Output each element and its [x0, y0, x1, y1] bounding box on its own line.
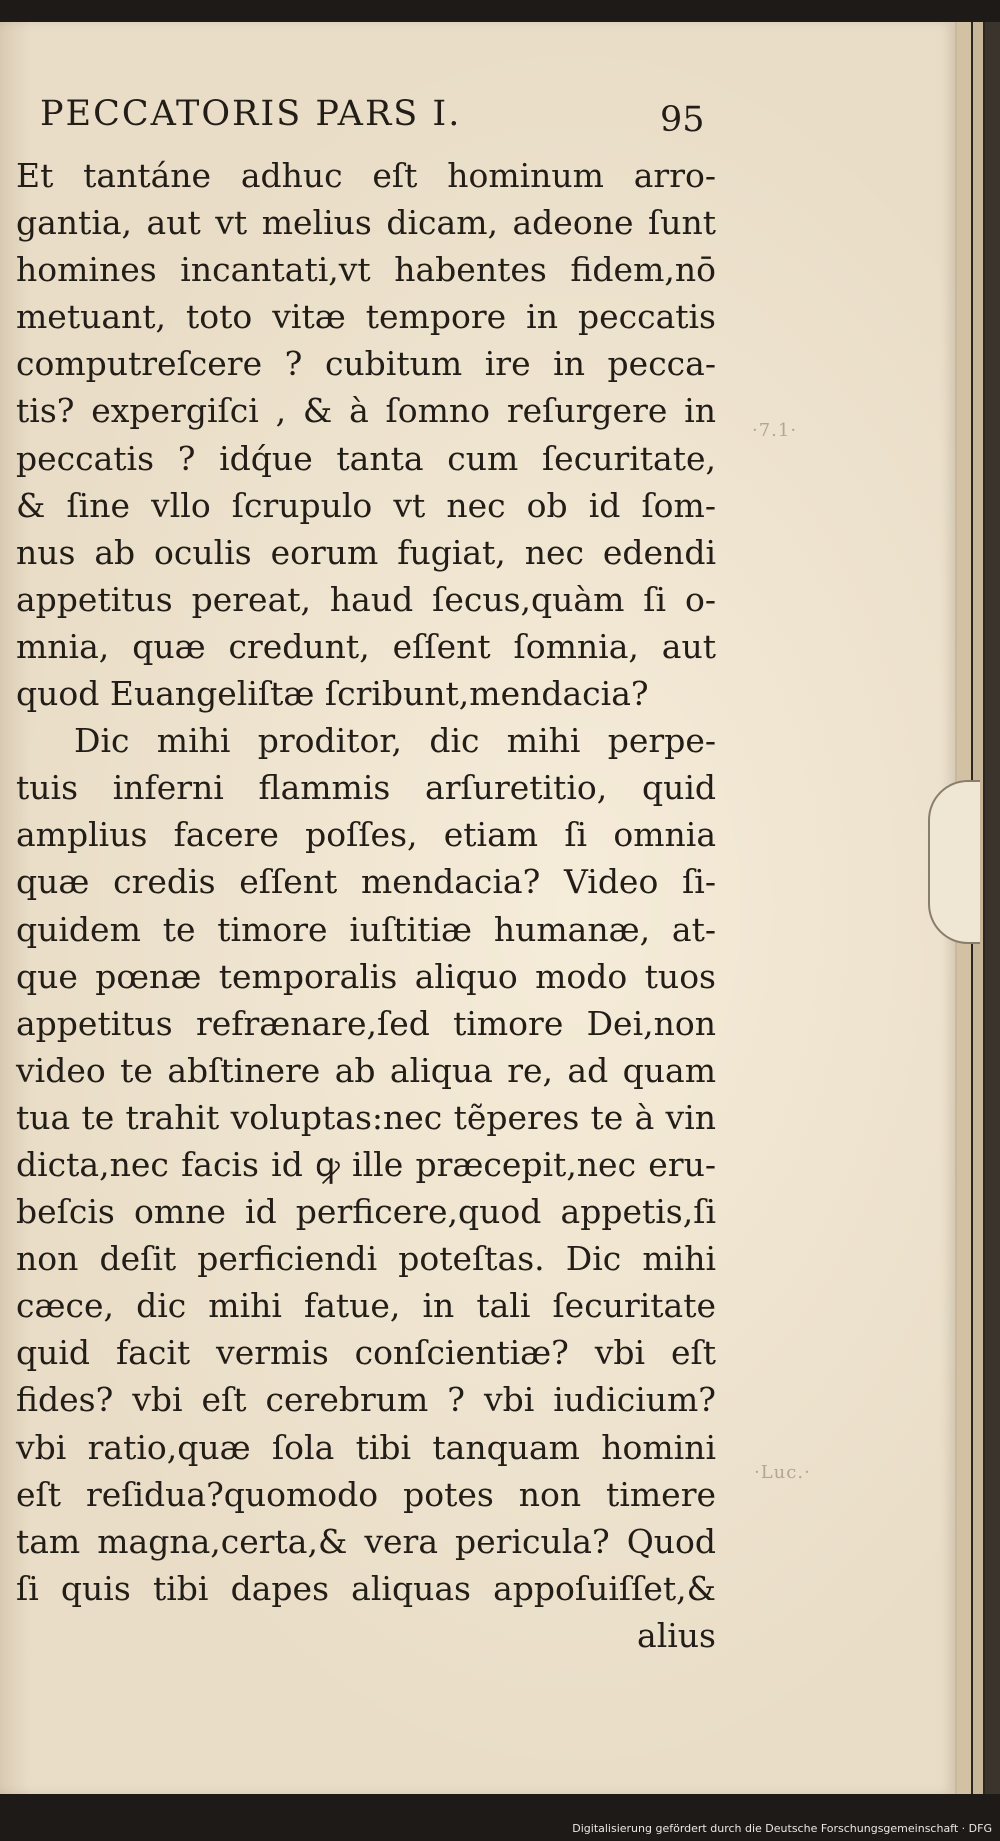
- text-line: fides? vbi eſt cerebrum ? vbi iudicium?: [16, 1380, 716, 1420]
- running-head-title: PECCATORIS PARS I.: [40, 94, 462, 134]
- text-line: Dic mihi proditor, dic mihi perpe-: [74, 721, 716, 761]
- book-cover-edge: [985, 22, 1000, 1794]
- text-line: quid facit vermis conſcientiæ? vbi eſt: [16, 1333, 716, 1373]
- text-line: Et tantáne adhuc eſt hominum arro-: [16, 156, 716, 195]
- text-line: quidem te timore iuſtitiæ humanæ, at-: [16, 909, 716, 949]
- text-line: tuis inferni flammis arſuretitio, quid: [16, 768, 716, 808]
- text-line: que pœnæ temporalis aliquo modo tuos: [16, 956, 716, 996]
- text-line: non deſit perficiendi poteſtas. Dic mihi: [16, 1239, 716, 1279]
- digitization-credit: Digitalisierung gefördert durch die Deutsche Forschungsgemeinschaft · DFG: [572, 1822, 992, 1835]
- clasp-tab: [928, 780, 980, 944]
- book-page: [0, 22, 957, 1794]
- text-line: video te abſtinere ab aliqua re, ad quam: [16, 1050, 716, 1090]
- text-line: tam magna,certa,& vera pericula? Quod: [16, 1521, 716, 1561]
- text-line: appetitus refrænare,ſed timore Dei,non: [16, 1003, 716, 1043]
- text-line: tis? expergiſci , & à ſomno reſurgere in: [16, 391, 716, 431]
- text-line: metuant, toto vitæ tempore in peccatis: [16, 297, 716, 337]
- running-head: [40, 94, 720, 140]
- text-line: computreſcere ? cubitum ire in pecca-: [16, 344, 716, 384]
- text-line: peccatis ? idq́ue tanta cum ſecuritate,: [16, 438, 716, 478]
- text-line: beſcis omne id perficere,quod appetis,ſi: [16, 1192, 716, 1232]
- text-line: tua te trahit voluptas:nec tẽperes te à vin: [16, 1097, 716, 1137]
- folio-number: 95: [660, 100, 705, 140]
- text-line: & ſine vllo ſcrupulo vt nec ob id ſom-: [16, 485, 716, 525]
- catchword: alius: [637, 1615, 716, 1655]
- text-line: quod Euangeliſtæ ſcribunt,mendacia?: [16, 674, 649, 714]
- text-line: vbi ratio,quæ ſola tibi tanquam homini: [16, 1427, 716, 1467]
- margin-note-faded: ·7.1·: [752, 420, 798, 441]
- scan-top-border: [0, 0, 1000, 22]
- text-line: appetitus pereat, haud ſecus,quàm ſi o-: [16, 579, 716, 619]
- text-line: mnia, quæ credunt, eſſent ſomnia, aut: [16, 626, 716, 666]
- text-line: homines incantati,vt habentes fidem,nō: [16, 250, 716, 290]
- text-line: ſi quis tibi dapes aliquas appoſuiſſet,&: [16, 1568, 716, 1608]
- text-line: dicta,nec facis id ꝙ ille præcepit,nec eru-: [16, 1144, 716, 1184]
- text-line: cæce, dic mihi fatue, in tali ſecuritate: [16, 1286, 716, 1326]
- text-line: amplius facere poſſes, etiam ſi omnia: [16, 815, 716, 855]
- text-line: gantia, aut vt melius dicam, adeone ſunt: [16, 203, 716, 243]
- text-line: quæ credis eſſent mendacia? Video ſi-: [16, 862, 716, 902]
- text-line: nus ab oculis eorum fugiat, nec edendi: [16, 532, 716, 572]
- margin-note-faded: ·Luc.·: [754, 1462, 811, 1483]
- text-line: eſt reſidua?quomodo potes non timere: [16, 1474, 716, 1514]
- body-text: [16, 152, 716, 1659]
